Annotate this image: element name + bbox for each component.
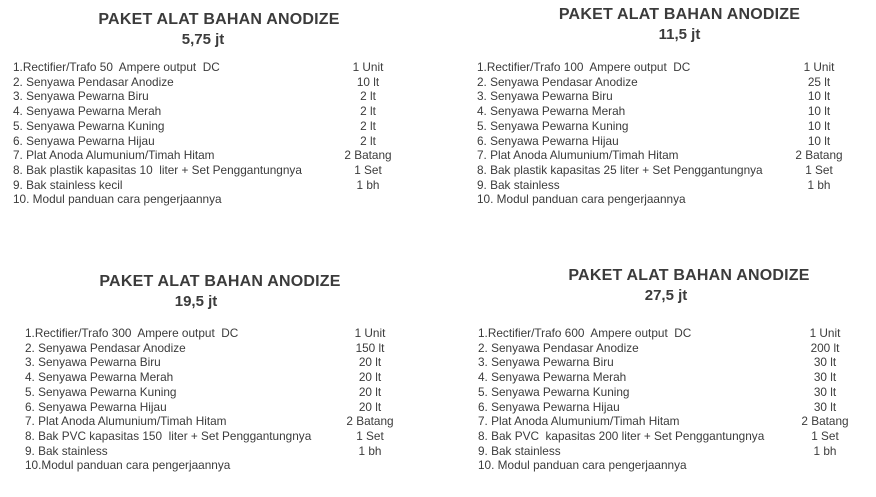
item-label: 8. Bak PVC kapasitas 150 liter + Set Penggantungnya [25,428,312,443]
item-label: 1.Rectifier/Trafo 600 Ampere output DC [478,326,692,340]
panel-price: 11,5 jt [658,26,701,43]
item-row [13,148,413,163]
item-qty: 10 lt [807,118,831,133]
item-label: 2. Senyawa Pendasar Anodize [477,74,638,89]
item-label: 7. Plat Anoda Alumunium/Timah Hitam [478,414,680,429]
item-row [25,385,415,400]
item-label: 6. Senyawa Pewarna Hijau [13,133,155,148]
item-row [13,60,413,75]
panel-price: 27,5 jt [644,287,688,304]
item-qty: 200 lt [810,340,840,355]
item-qty: 1 Unit [803,60,835,74]
item-row [25,355,415,370]
item-qty: 2 lt [360,118,376,133]
item-label: 3. Senyawa Pewarna Biru [477,89,613,104]
item-row [477,104,864,119]
item-row [13,119,413,134]
item-row [477,134,864,149]
item-qty: 2 lt [360,104,376,119]
item-label: 6. Senyawa Pewarna Hijau [478,399,620,414]
item-row [478,355,870,370]
item-label: 3. Senyawa Pewarna Biru [25,355,161,370]
item-row [25,341,415,356]
item-label: 9. Bak stainless [478,443,561,458]
item-row [477,178,864,193]
item-label: 4. Senyawa Pewarna Merah [13,104,162,119]
item-row [13,163,413,178]
item-row [478,414,870,429]
item-qty: 1 Set [805,162,833,177]
item-qty: 2 Batang [795,148,843,163]
item-row [478,400,870,415]
item-qty: 20 lt [358,370,382,385]
item-label: 5. Senyawa Pewarna Kuning [477,118,629,133]
panel-title: PAKET ALAT BAHAN ANODIZE [98,11,340,28]
item-row [13,104,413,119]
item-label: 7. Plat Anoda Alumunium/Timah Hitam [477,148,679,163]
item-label: 5. Senyawa Pewarna Kuning [25,384,177,399]
item-list [478,326,870,473]
package-panel-5-75jt [0,0,438,248]
item-row [477,89,864,104]
item-label: 8. Bak plastik kapasitas 10 liter + Set Penggantungnya [13,162,302,177]
item-qty: 10 lt [807,104,831,119]
item-label: 8. Bak plastik kapasitas 25 liter + Set Penggantungnya [477,162,763,177]
item-row [478,429,870,444]
item-row [478,385,870,400]
item-qty: 25 lt [807,74,831,89]
item-label: 4. Senyawa Pewarna Merah [477,104,626,119]
item-qty: 1 Unit [354,326,386,340]
item-row [477,148,864,163]
item-label: 1.Rectifier/Trafo 300 Ampere output DC [25,326,239,340]
item-label: 4. Senyawa Pewarna Merah [478,370,627,385]
item-row [25,400,415,415]
item-row [25,326,415,341]
item-row [477,75,864,90]
item-qty: 30 lt [813,370,837,385]
item-row [478,458,870,473]
item-label: 6. Senyawa Pewarna Hijau [25,399,167,414]
item-label: 6. Senyawa Pewarna Hijau [477,133,619,148]
package-panel-11-5jt [438,0,876,248]
item-qty: 1 bh [358,443,382,458]
item-qty: 1 Unit [809,326,841,340]
item-label: 2. Senyawa Pendasar Anodize [478,340,639,355]
item-label: 3. Senyawa Pewarna Biru [478,355,614,370]
item-qty: 10 lt [807,89,831,104]
item-list [25,326,415,473]
panel-header [493,266,876,306]
item-qty: 30 lt [813,384,837,399]
panel-header [19,10,419,50]
item-qty: 1 bh [356,177,380,192]
item-row [25,414,415,429]
item-row [25,458,415,473]
item-label: 2. Senyawa Pendasar Anodize [13,74,174,89]
item-row [478,341,870,356]
item-qty: 1 Unit [352,60,384,74]
item-row [477,60,864,75]
panel-header [486,5,873,45]
item-label: 10.Modul panduan cara pengerjaannya [25,458,231,473]
item-qty: 20 lt [358,399,382,414]
item-qty: 1 bh [813,443,837,458]
panel-price: 5,75 jt [181,31,225,48]
item-row [13,192,413,207]
item-row [25,444,415,459]
item-label: 3. Senyawa Pewarna Biru [13,89,149,104]
item-row [13,75,413,90]
package-panel-27-5jt [438,248,876,497]
item-qty: 20 lt [358,355,382,370]
package-panel-19-5jt [0,248,438,497]
item-qty: 2 lt [360,89,376,104]
item-qty: 150 lt [355,340,385,355]
item-qty: 20 lt [358,384,382,399]
item-label: 7. Plat Anoda Alumunium/Timah Hitam [25,414,227,429]
item-row [477,192,864,207]
item-row [478,326,870,341]
panel-title: PAKET ALAT BAHAN ANODIZE [568,267,810,284]
item-qty: 1 Set [356,428,384,443]
item-label: 9. Bak stainless kecil [13,177,123,192]
item-label: 10. Modul panduan cara pengerjaannya [477,192,686,207]
panel-title: PAKET ALAT BAHAN ANODIZE [99,273,341,290]
item-row [13,134,413,149]
item-qty: 1 bh [807,177,831,192]
item-label: 1.Rectifier/Trafo 100 Ampere output DC [477,60,691,74]
panel-header [25,272,415,312]
item-label: 1.Rectifier/Trafo 50 Ampere output DC [13,60,220,74]
panel-title: PAKET ALAT BAHAN ANODIZE [558,6,801,23]
item-qty: 10 lt [356,74,380,89]
item-label: 10. Modul panduan cara pengerjaannya [478,458,687,473]
item-qty: 2 Batang [344,148,392,163]
item-qty: 1 Set [811,428,839,443]
item-row [478,370,870,385]
item-row [25,429,415,444]
item-row [13,89,413,104]
item-row [25,370,415,385]
item-qty: 30 lt [813,355,837,370]
item-qty: 30 lt [813,399,837,414]
item-label: 5. Senyawa Pewarna Kuning [478,384,630,399]
item-row [477,119,864,134]
item-list [477,60,864,207]
item-label: 9. Bak stainless [25,443,108,458]
item-label: 5. Senyawa Pewarna Kuning [13,118,165,133]
item-label: 4. Senyawa Pewarna Merah [25,370,174,385]
item-label: 7. Plat Anoda Alumunium/Timah Hitam [13,148,215,163]
item-qty: 10 lt [807,133,831,148]
item-qty: 1 Set [354,162,382,177]
item-label: 8. Bak PVC kapasitas 200 liter + Set Penggantungnya [478,428,765,443]
item-label: 9. Bak stainless [477,177,560,192]
item-qty: 2 lt [360,133,376,148]
item-qty: 2 Batang [801,414,849,429]
item-row [478,444,870,459]
item-row [13,178,413,193]
item-label: 10. Modul panduan cara pengerjaannya [13,192,222,207]
item-qty: 2 Batang [346,414,394,429]
item-label: 2. Senyawa Pendasar Anodize [25,340,186,355]
item-list [13,60,413,207]
panel-price: 19,5 jt [174,293,218,310]
item-row [477,163,864,178]
